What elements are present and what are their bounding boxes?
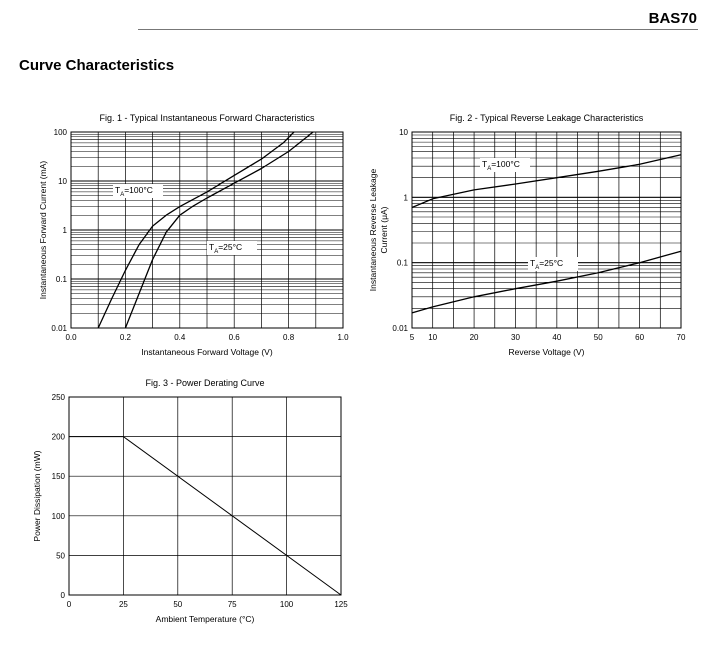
x-tick-label: 0.4 xyxy=(174,333,186,342)
x-axis-label: Ambient Temperature (°C) xyxy=(155,614,255,624)
y-tick-label: 100 xyxy=(51,511,65,521)
x-axis-label: Instantaneous Forward Voltage (V) xyxy=(141,347,273,357)
y-tick-label: 200 xyxy=(51,432,65,442)
y-tick-label: 1 xyxy=(62,226,67,235)
part-number: BAS70 xyxy=(648,10,697,27)
x-axis-label: Reverse Voltage (V) xyxy=(508,347,585,357)
curve-label: $T_A=100^\circ C$ xyxy=(482,159,520,172)
y-axis-label: Power Dissipation (mW) xyxy=(32,450,42,542)
x-tick-label: 40 xyxy=(552,333,562,342)
chart-title: Fig. 1 - Typical Instantaneous Forward Characteristics xyxy=(99,113,315,123)
y-tick-label: 100 xyxy=(53,128,67,137)
y-tick-label: 1 xyxy=(403,193,408,203)
x-tick-label: 125 xyxy=(334,600,348,609)
x-tick-label: 75 xyxy=(227,600,237,609)
fig2-plot-frame xyxy=(412,132,681,328)
y-axis-label: Instantaneous Forward Current (mA) xyxy=(38,160,48,300)
x-tick-label: 0.2 xyxy=(119,333,131,342)
section-title: Curve Characteristics xyxy=(19,57,175,74)
y-tick-label: 50 xyxy=(56,551,65,561)
y-tick-label: 0 xyxy=(60,591,65,600)
curve-label: $T_A=25^\circ C$ xyxy=(530,258,564,271)
x-tick-label: 0.6 xyxy=(228,333,240,342)
y-tick-label: 10 xyxy=(399,128,408,137)
x-tick-label: 50 xyxy=(173,600,183,609)
y-axis-label: Instantaneous Reverse Leakage xyxy=(368,168,378,292)
y-tick-label: 0.01 xyxy=(392,324,408,333)
series-line-ta100c xyxy=(412,155,681,208)
y-tick-label: 10 xyxy=(58,177,67,186)
y-tick-label: 0.01 xyxy=(51,324,67,333)
x-tick-label: 0.0 xyxy=(65,333,77,342)
x-tick-label: 70 xyxy=(676,333,686,342)
x-tick-label: 30 xyxy=(511,333,520,342)
x-tick-label: 0.8 xyxy=(283,333,295,342)
x-tick-label: 10 xyxy=(428,333,438,342)
x-tick-label: 100 xyxy=(279,600,294,609)
y-tick-label: 0.1 xyxy=(55,275,67,284)
chart-title: Fig. 2 - Typical Reverse Leakage Characteristics xyxy=(449,113,644,123)
x-tick-label: 5 xyxy=(409,333,415,342)
x-tick-label: 20 xyxy=(469,333,479,342)
x-tick-label: 50 xyxy=(593,333,603,342)
y-tick-label: 150 xyxy=(51,472,65,482)
x-tick-label: 60 xyxy=(635,333,645,342)
chart-title: Fig. 3 - Power Derating Curve xyxy=(145,378,265,388)
x-tick-label: 1.0 xyxy=(337,333,349,342)
y-axis-label-line2: Current (μA) xyxy=(379,206,389,254)
y-tick-label: 250 xyxy=(51,393,65,402)
curve-label: $T_A=100^\circ C$ xyxy=(115,185,153,198)
x-tick-label: 25 xyxy=(118,600,128,609)
x-tick-label: 0 xyxy=(66,600,72,609)
curve-label: $T_A=25^\circ C$ xyxy=(209,242,243,255)
fig2-grid xyxy=(412,132,681,328)
y-tick-label: 0.1 xyxy=(396,258,408,268)
